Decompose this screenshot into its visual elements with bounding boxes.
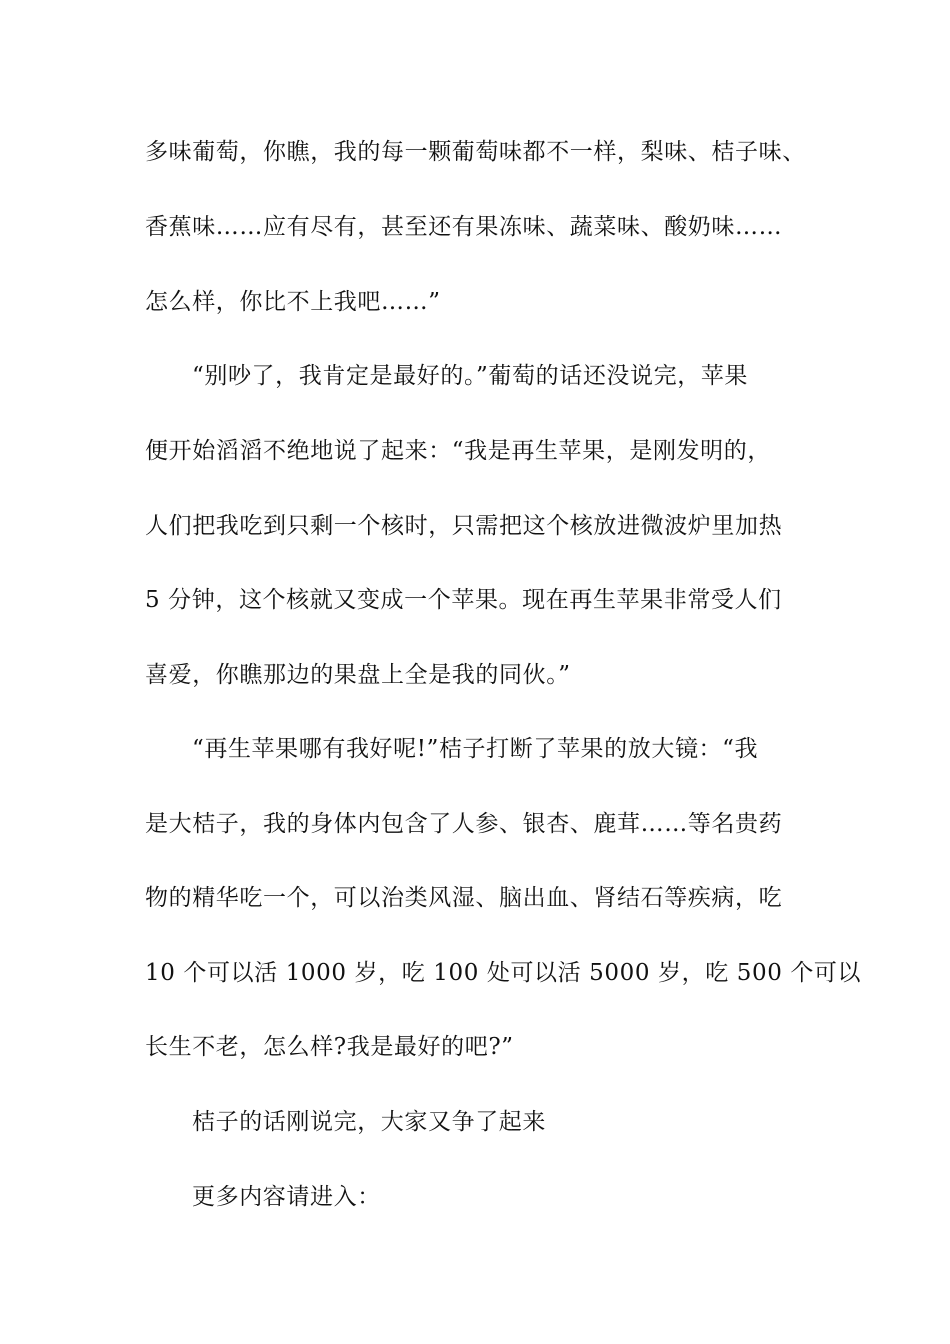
more-content-line: 更多内容请进入：	[192, 1184, 381, 1210]
text-line-11: 物的精华吃一个，可以治类风湿、脑出血、肾结石等疾病，吃	[145, 885, 783, 911]
text-line-6: 人们把我吃到只剩一个核时，只需把这个核放进微波炉里加热	[145, 513, 783, 539]
paragraph-start-line-4: “别吵了，我肯定是最好的。”葡萄的话还没说完，苹果	[192, 363, 749, 389]
text-line-10: 是大桔子，我的身体内包含了人参、银杏、鹿茸……等名贵药	[145, 811, 783, 837]
text-line-7: 5 分钟，这个核就又变成一个苹果。现在再生苹果非常受人们	[145, 587, 782, 613]
paragraph-start-line-14: 桔子的话刚说完，大家又争了起来	[192, 1109, 546, 1135]
text-line-12: 10 个可以活 1000 岁，吃 100 处可以活 5000 岁，吃 500 个可以	[145, 960, 862, 986]
text-line-1: 多味葡萄，你瞧，我的每一颗葡萄味都不一样，梨味、桔子味、	[145, 139, 806, 165]
text-line-13: 长生不老，怎么样?我是最好的吧?”	[145, 1034, 514, 1060]
text-line-2: 香蕉味……应有尽有，甚至还有果冻味、蔬菜味、酸奶味……	[145, 214, 783, 240]
paragraph-start-line-9: “再生苹果哪有我好呢!”桔子打断了苹果的放大镜：“我	[192, 736, 759, 762]
text-line-3: 怎么样，你比不上我吧……”	[145, 289, 441, 315]
text-line-5: 便开始滔滔不绝地说了起来：“我是再生苹果，是刚发明的，	[145, 438, 771, 464]
text-line-8: 喜爱，你瞧那边的果盘上全是我的同伙。”	[145, 662, 571, 688]
